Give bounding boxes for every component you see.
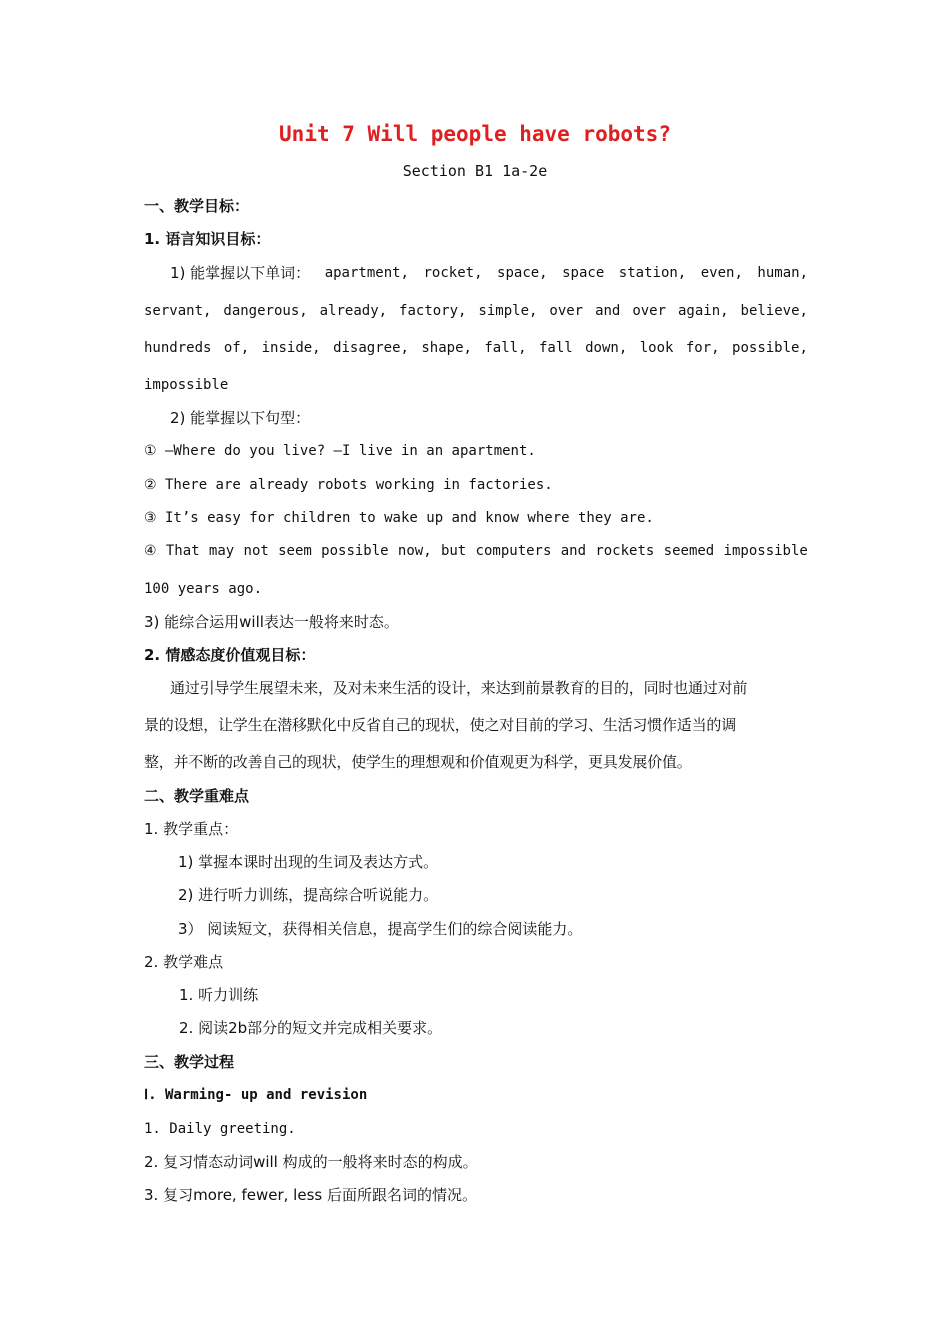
sentence-1: ① —Where do you live? —I live in an apartment. — [144, 443, 536, 459]
attitude-paragraph-line-1: 通过引导学生展望未来，及对未来生活的设计，来达到前景教育的目的，同时也通过对前 — [170, 679, 748, 697]
attitude-paragraph-line-2: 景的设想，让学生在潜移默化中反省自己的现状，使之对目前的学习、生活习惯作适当的调 — [144, 716, 737, 734]
vocab-word: simple, — [478, 303, 538, 319]
difficult-point-1: 1. 听力训练 — [179, 986, 259, 1004]
sentence-word: ④ — [144, 543, 157, 559]
sentence-word: rockets — [595, 543, 655, 559]
vocab-intro: 1) 能掌握以下单词： — [170, 264, 311, 282]
heading-teaching-goals: 一、教学目标： — [144, 197, 250, 215]
sentence-word: not — [243, 543, 269, 559]
vocab-word: servant, — [144, 303, 212, 319]
key-point-1: 1) 掌握本课时出现的生词及表达方式。 — [178, 853, 439, 871]
document-title: Unit 7 Will people have robots? — [279, 122, 671, 146]
sentence-word: but — [440, 543, 467, 559]
heading-key-points: 二、教学重难点 — [144, 787, 250, 805]
vocab-line-2 — [144, 300, 808, 322]
sentence-word: seem — [278, 543, 312, 559]
vocab-word: inside, — [261, 340, 321, 356]
process-item-2: 2. 复习情态动词will 构成的一般将来时态的构成。 — [144, 1153, 478, 1171]
vocab-word: over — [632, 303, 667, 319]
vocab-word: of, — [223, 340, 250, 356]
vocab-word: look — [639, 340, 674, 356]
sentence-word: and — [560, 543, 587, 559]
sentences-intro: 2) 能掌握以下句型： — [170, 409, 311, 427]
sentence-word: now, — [397, 543, 432, 559]
key-point-3: 3） 阅读短文，获得相关信息，提高学生们的综合阅读能力。 — [178, 920, 583, 938]
key-points-title: 1. 教学重点： — [144, 820, 239, 838]
step-warming-up: Ⅰ. Warming- up and revision — [144, 1087, 368, 1103]
vocab-word: shape, — [421, 340, 472, 356]
vocab-word: over — [549, 303, 584, 319]
vocab-word: space, — [497, 265, 548, 281]
sentence-word: may — [208, 543, 235, 559]
vocab-line-1 — [170, 262, 808, 284]
sentence-4-cont: 100 years ago. — [144, 581, 263, 597]
vocab-word: and — [595, 303, 621, 319]
vocab-word: even, — [700, 265, 743, 281]
heading-teaching-process: 三、教学过程 — [144, 1053, 235, 1071]
vocab-word: believe, — [740, 303, 808, 319]
vocab-word: again, — [677, 303, 729, 319]
document-subtitle: Section B1 1a-2e — [402, 162, 548, 180]
vocab-line-3 — [144, 337, 808, 359]
sentence-word: That — [165, 543, 200, 559]
sentence-word: impossible — [723, 543, 808, 559]
key-point-2: 2) 进行听力训练，提高综合听说能力。 — [178, 886, 439, 904]
difficult-points-title: 2. 教学难点 — [144, 953, 224, 971]
vocab-word: possible, — [732, 340, 808, 356]
sentence-2: ② There are already robots working in factories. — [144, 477, 553, 493]
vocab-word: human, — [757, 265, 808, 281]
process-item-3: 3. 复习more, fewer, less 后面所跟名词的情况。 — [144, 1186, 477, 1204]
vocab-word: station, — [618, 265, 687, 281]
vocab-word: hundreds — [144, 340, 212, 356]
sentence-word: possible — [321, 543, 389, 559]
vocab-word: apartment, — [324, 265, 409, 281]
heading-language-goals: 1. 语言知识目标： — [144, 230, 271, 248]
vocab-word: dangerous, — [223, 303, 308, 319]
heading-attitude-goals: 2. 情感态度价值观目标： — [144, 646, 316, 664]
vocab-line-4: impossible — [144, 377, 229, 393]
sentence-word: computers — [475, 543, 552, 559]
attitude-paragraph-line-3: 整，并不断的改善自己的现状，使学生的理想观和价值观更为科学，更具发展价值。 — [144, 753, 692, 771]
vocab-word: space — [562, 265, 605, 281]
difficult-point-2: 2. 阅读2b部分的短文并完成相关要求。 — [179, 1019, 443, 1037]
will-usage-goal: 3) 能综合运用will表达一般将来时态。 — [144, 613, 399, 631]
process-item-1: 1. Daily greeting. — [144, 1121, 296, 1137]
sentence-word: seemed — [663, 543, 715, 559]
vocab-word: down, — [585, 340, 628, 356]
sentence-3: ③ It’s easy for children to wake up and know where they are. — [144, 510, 654, 526]
vocab-word: factory, — [399, 303, 467, 319]
vocab-word: rocket, — [423, 265, 483, 281]
vocab-word: for, — [685, 340, 720, 356]
sentence-4 — [144, 540, 808, 562]
vocab-word: disagree, — [333, 340, 409, 356]
vocab-word: already, — [319, 303, 388, 319]
vocab-word: fall, — [484, 340, 527, 356]
vocab-word: fall — [538, 340, 573, 356]
